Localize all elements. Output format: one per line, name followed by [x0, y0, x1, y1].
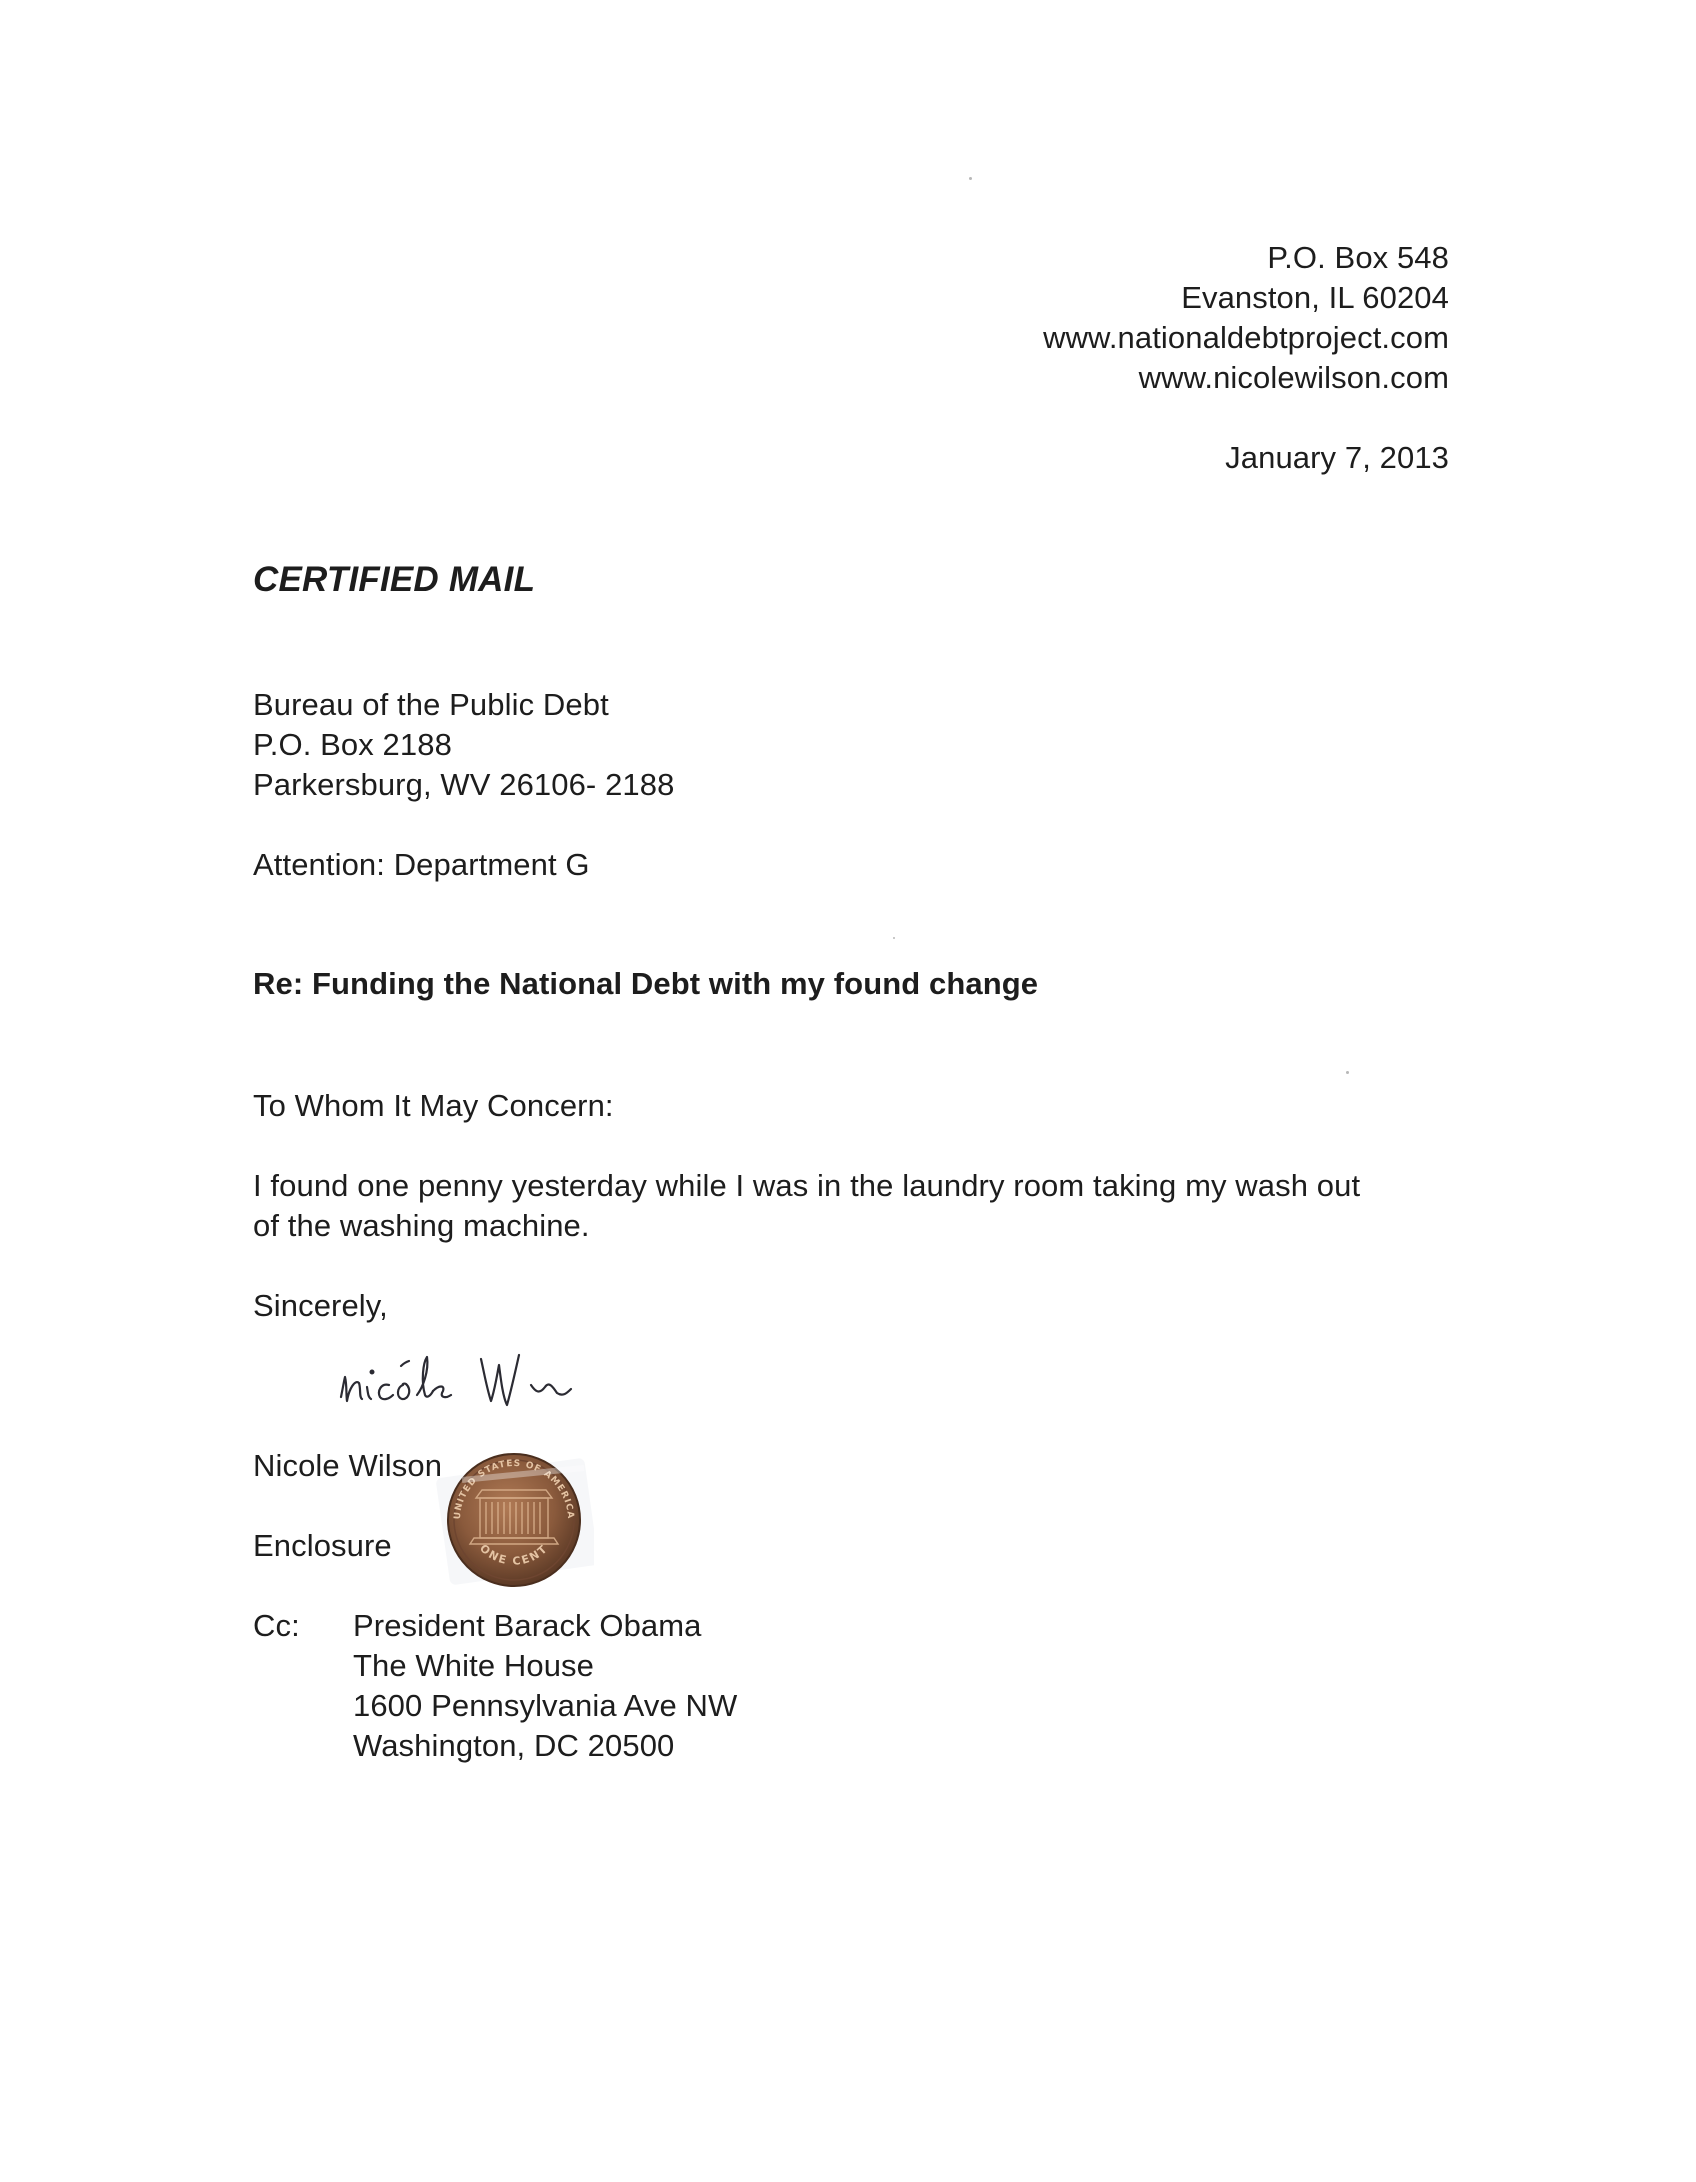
letter-date: January 7, 2013 [1225, 440, 1449, 475]
cc-line-2: The White House [353, 1648, 594, 1683]
body-line-2: of the washing machine. [253, 1208, 590, 1243]
cc-line-3: 1600 Pennsylvania Ave NW [353, 1688, 738, 1723]
coin-text-bottom: ONE CENT [477, 1541, 551, 1568]
recipient-name: Bureau of the Public Debt [253, 687, 609, 722]
penny-coin-image [434, 1440, 594, 1600]
certified-mail-heading: CERTIFIED MAIL [253, 560, 536, 599]
sender-website-2: www.nicolewilson.com [1138, 360, 1449, 395]
body-line-1: I found one penny yesterday while I was in the laundry room taking my wash out [253, 1168, 1361, 1203]
salutation: To Whom It May Concern: [253, 1088, 614, 1123]
sender-name: Nicole Wilson [253, 1448, 443, 1483]
scan-speck [893, 937, 895, 939]
sender-address-line2: Evanston, IL 60204 [1181, 280, 1449, 315]
recipient-address-line2: Parkersburg, WV 26106- 2188 [253, 767, 675, 802]
cc-line-1: President Barack Obama [353, 1608, 702, 1643]
coin-text-top: UNITED STATES OF AMERICA [452, 1458, 576, 1520]
recipient-address-line1: P.O. Box 2188 [253, 727, 452, 762]
cc-line-4: Washington, DC 20500 [353, 1728, 675, 1763]
enclosure-label: Enclosure [253, 1528, 392, 1563]
handwritten-signature [335, 1325, 670, 1435]
closing: Sincerely, [253, 1288, 388, 1323]
scan-speck [969, 177, 972, 180]
attention-line: Attention: Department G [253, 847, 590, 882]
cc-label: Cc: [253, 1608, 300, 1643]
subject-line: Re: Funding the National Debt with my found change [253, 966, 1039, 1001]
sender-address-line1: P.O. Box 548 [1267, 240, 1449, 275]
scan-speck [1346, 1071, 1349, 1074]
sender-website-1: www.nationaldebtproject.com [1043, 320, 1449, 355]
